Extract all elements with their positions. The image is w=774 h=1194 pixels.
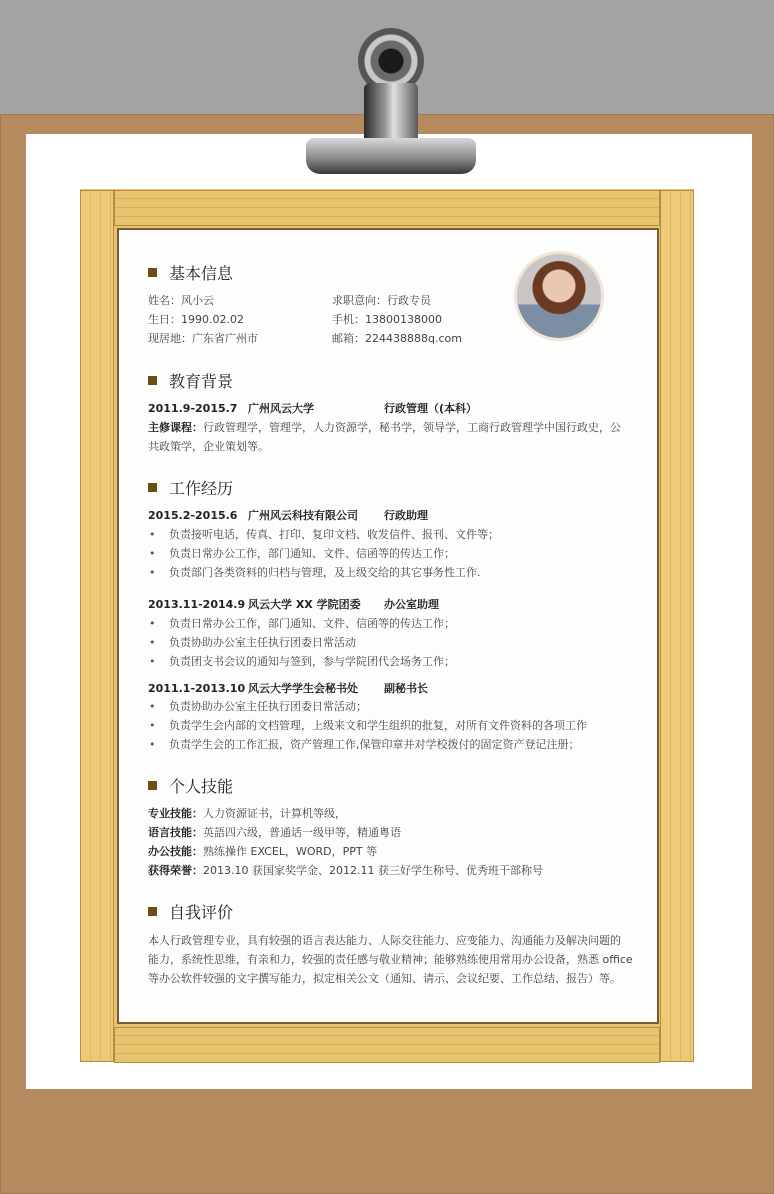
basic-email: 邮箱：224438888q.com (332, 332, 462, 345)
bullet-dot-icon: • (149, 655, 156, 668)
wood-frame-left (80, 190, 114, 1062)
bullet-dot-icon: • (149, 700, 156, 713)
section-title-education: 教育背景 (148, 372, 233, 392)
list-item: • 负责团支书会议的通知与签到，参与学院团代会场务工作； (149, 655, 455, 668)
skill-row: 获得荣誉：2013.10 获国家奖学金、2012.11 获三好学生称号、优秀班干部称号 (148, 864, 543, 877)
bullet-dot-icon: • (149, 547, 156, 560)
wood-frame-top (114, 190, 660, 226)
edu-school: 广州风云大学 (248, 402, 314, 415)
basic-name: 姓名：风小云 (148, 294, 214, 307)
bullet-dot-icon: • (149, 719, 156, 732)
wood-frame-bottom (114, 1027, 660, 1063)
edu-courses-label: 主修课程： (148, 421, 203, 434)
square-marker-icon (148, 781, 157, 790)
list-item: • 负责日常办公工作，部门通知、文件、信函等的传达工作； (149, 617, 455, 630)
avatar (514, 251, 604, 341)
job-org: 风云大学 XX 学院团委 (248, 598, 361, 611)
square-marker-icon (148, 376, 157, 385)
list-item: • 负责部门各类资料的归档与管理，及上级交给的其它事务性工作. (149, 566, 481, 579)
job-period: 2015.2-2015.6 (148, 509, 238, 522)
edu-major: 行政管理（(本科） (384, 402, 478, 415)
job-org: 风云大学学生会秘书处 (248, 682, 358, 695)
square-marker-icon (148, 268, 157, 277)
self-line3: 等办公软件较强的文字撰写能力，拟定相关公文（通知、请示、会议纪要、工作总结、报告）等。 (148, 972, 621, 985)
job-period: 2011.1-2013.10 (148, 682, 246, 695)
section-title-skills: 个人技能 (148, 777, 233, 797)
job-role: 行政助理 (384, 509, 428, 522)
bullet-dot-icon: • (149, 636, 156, 649)
edu-courses-line1: 主修课程：行政管理学，管理学，人力资源学，秘书学，领导学，工商行政管理学中国行政史，公 (148, 421, 621, 434)
square-marker-icon (148, 483, 157, 492)
list-item: • 负责日常办公工作，部门通知、文件、信函等的传达工作； (149, 547, 455, 560)
binder-clip-icon (306, 28, 476, 178)
wood-frame-right (660, 190, 694, 1062)
list-item: • 负责学生会内部的文档管理，上级来文和学生组织的批复，对所有文件资料的各项工作 (149, 719, 587, 732)
edu-courses-line2: 共政策学，企业策划等。 (148, 440, 269, 453)
job-role: 办公室助理 (384, 598, 439, 611)
bullet-dot-icon: • (149, 566, 156, 579)
skill-row: 专业技能：人力资源证书，计算机等级， (148, 807, 346, 820)
basic-intent: 求职意向：行政专员 (332, 294, 431, 307)
clip-base (306, 138, 476, 174)
square-marker-icon (148, 907, 157, 916)
edu-period: 2011.9-2015.7 (148, 402, 238, 415)
skill-row: 语言技能：英語四六级，普通话一级甲等，精通粤语 (148, 826, 401, 839)
list-item: • 负责接听电话，传真、打印、复印文档、收发信件、报刊、文件等； (149, 528, 499, 541)
self-line2: 能力，系统性思维，有亲和力，较强的责任感与敬业精神；能够熟练使用常用办公设备，熟悉 office (148, 953, 633, 966)
skill-row: 办公技能：熟练操作 EXCEL，WORD，PPT 等 (148, 845, 378, 858)
job-period: 2013.11-2014.9 (148, 598, 246, 611)
list-item: • 负责协助办公室主任执行团委日常活动 (149, 636, 356, 649)
section-title-basic: 基本信息 (148, 264, 233, 284)
list-item: • 负责学生会的工作汇报，资产管理工作,保管印章并对学校拨付的固定资产登记注册； (149, 738, 580, 751)
bullet-dot-icon: • (149, 738, 156, 751)
section-title-self: 自我评价 (148, 903, 233, 923)
bullet-dot-icon: • (149, 617, 156, 630)
section-title-work: 工作经历 (148, 479, 233, 499)
basic-birth: 生日：1990.02.02 (148, 313, 244, 326)
bullet-dot-icon: • (149, 528, 156, 541)
job-role: 副秘书长 (384, 682, 428, 695)
basic-phone: 手机：13800138000 (332, 313, 442, 326)
job-org: 广州风云科技有限公司 (248, 509, 358, 522)
self-line1: 本人行政管理专业，具有较强的语言表达能力、人际交往能力、应变能力、沟通能力及解决问题的 (148, 934, 621, 947)
list-item: • 负责协助办公室主任执行团委日常活动； (149, 700, 367, 713)
basic-location: 现居地：广东省广州市 (148, 332, 258, 345)
